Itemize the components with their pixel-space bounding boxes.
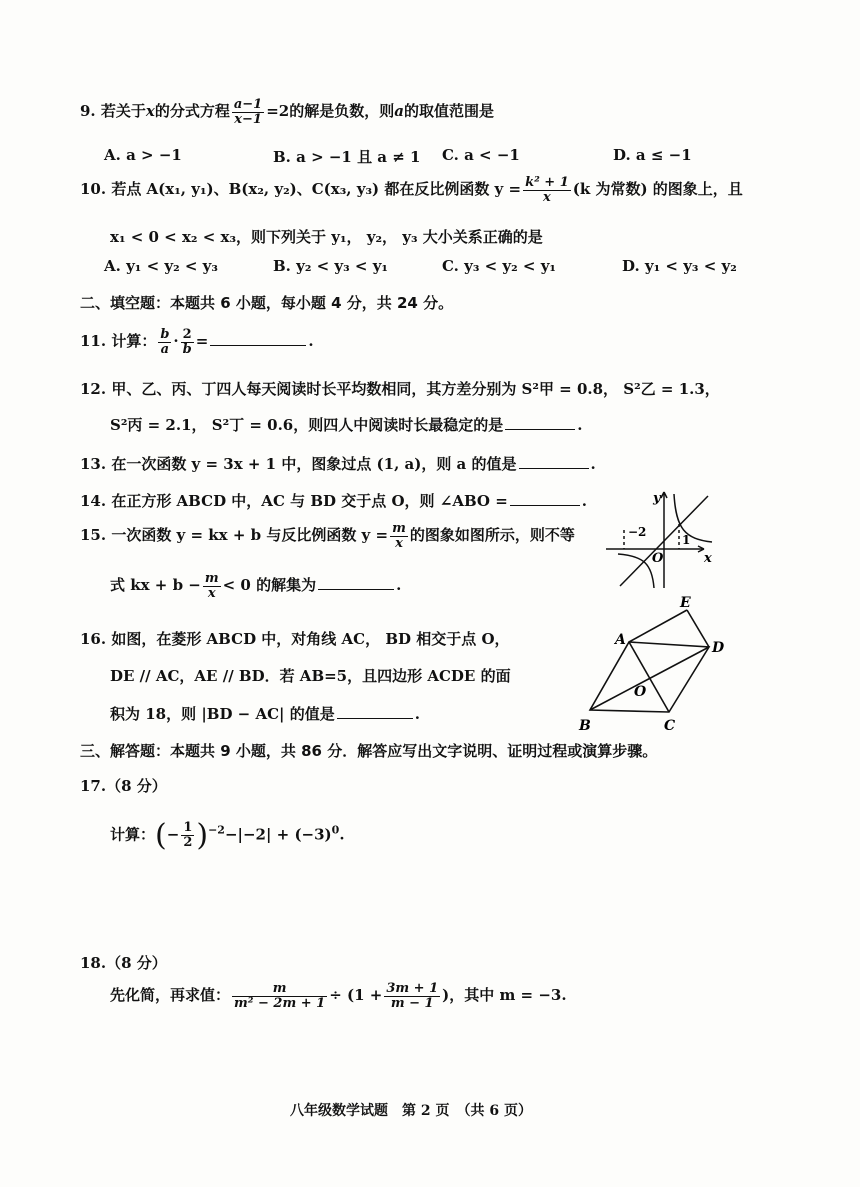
q9-stem: 9. 若关于x的分式方程 $\frac{a-1}{x-1}$ =2的解是负数，则a的取值范围是 [80,97,495,127]
q16-label-o: O [634,684,647,700]
section2-heading: 二、填空题：本题共 6 小题，每小题 4 分，共 24 分。 [80,294,454,312]
q17-expression: 计算：(− $\frac{1}{2}$ )$^{-2}-|-2| + (-3)^0$. [110,818,345,853]
q16-label-a: A [615,632,626,648]
q16-rhombus-figure [574,592,734,738]
q12-line2: S²丙 = 2.1， S²丁 = 0.6，则四人中阅读时长最稳定的是 . [110,416,583,434]
q10-option-d: D. y₁ < y₃ < y₂ [622,257,737,275]
q10-option-a: A. y₁ < y₂ < y₃ [104,257,218,275]
q15-function-graph [600,484,718,594]
q15-answer-blank[interactable] [318,588,394,590]
q15-graph-one: 1 [682,533,691,547]
q11-answer-blank[interactable] [210,344,306,346]
q9-var-x: x [145,102,155,121]
q9-option-b: B. a > −1 且 a ≠ 1 [273,148,421,166]
q10-option-b: B. y₂ < y₃ < y₁ [273,257,389,275]
q14: 14. 在正方形 ABCD 中，AC 与 BD 交于点 O，则 ∠ABO = . [80,492,587,510]
q14-answer-blank[interactable] [510,504,580,506]
q15-graph-x-label: x [704,551,712,566]
q10-fraction: $\frac{\text{k² + 1}}{x}$ [525,175,569,205]
q10-line1: 10. 若点 A(x₁, y₁)、B(x₂, y₂)、C(x₃, y₃) 都在反比例函数 y = $\frac{\text{k² + 1}}{x}$ (k 为常数) 的图象上，且 [80,175,743,205]
q17-heading: 17.（8 分） [80,777,167,795]
q13-answer-blank[interactable] [519,467,589,469]
q12-answer-blank[interactable] [505,428,575,430]
q18-heading: 18.（8 分） [80,954,167,972]
q11: 11. 计算： $\frac{b}{a}$ · $\frac{2}{b}$ = . [80,327,314,357]
q10-line2: x₁ < 0 < x₂ < x₃，则下列关于 y₁， y₂， y₃ 大小关系正确的是 [110,228,543,246]
q9-option-a: A. a > −1 [104,146,182,164]
q16-label-d: D [712,640,725,656]
q9-option-d: D. a ≤ −1 [613,146,692,164]
q15-graph-y-label: y [653,491,661,506]
q9-fraction: $\frac{a-1}{x-1}$ [233,97,263,127]
q18-expression: 先化简，再求值： $\frac{m}{\text{m² − 2m + 1}}$ ÷ (1 + $\frac{3m + 1}{m - 1}$ )，其中 m = −3. [110,981,567,1011]
q10-option-c: C. y₃ < y₂ < y₁ [442,257,557,275]
section3-heading: 三、解答题：本题共 9 小题，共 86 分．解答应写出文字说明、证明过程或演算步骤。 [80,742,658,760]
page-footer: 八年级数学试题 第 2 页 （共 6 页） [290,1103,532,1119]
q15-graph-origin: O [652,551,664,566]
q9-mid: 的分式方程 [154,102,230,121]
q13: 13. 在一次函数 y = 3x + 1 中，图象过点 (1, a)，则 a 的值是 . [80,455,596,473]
q15-graph-neg2: −2 [628,525,647,539]
q16-line2: DE // AC，AE // BD．若 AB=5，且四边形 ACDE 的面 [110,667,511,685]
q12-line1: 12. 甲、乙、丙、丁四人每天阅读时长平均数相同，其方差分别为 S²甲 = 0.8， S²乙 = 1.3， [80,380,720,398]
q9-prefix: 9. 若关于 [80,102,146,121]
q9-option-c: C. a < −1 [442,146,520,164]
q16-line3: 积为 18，则 |BD − AC| 的值是 . [110,705,420,723]
q15-line1: 15. 一次函数 y = kx + b 与反比例函数 y = $\frac{m}{x}$ 的图象如图所示，则不等 [80,521,575,551]
q16-label-e: E [680,595,691,611]
q16-label-c: C [664,718,676,734]
q16-label-b: B [579,718,591,734]
q15-line2: 式 kx + b − $\frac{m}{x}$ < 0 的解集为 . [110,571,402,601]
q16-answer-blank[interactable] [337,717,413,719]
q16-line1: 16. 如图，在菱形 ABCD 中，对角线 AC， BD 相交于点 O， [80,630,510,648]
